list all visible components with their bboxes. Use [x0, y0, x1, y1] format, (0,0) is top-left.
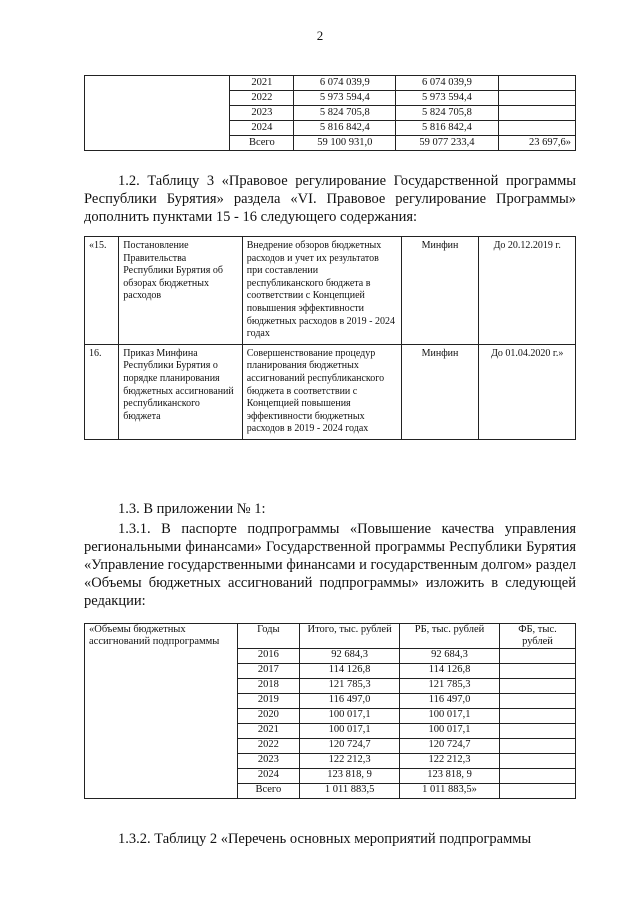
rb-cell: 100 017,1 [400, 709, 500, 724]
description-cell: Совершенствование процедур планирования бюджетных ассигнований республиканского бюджета в соответствии с Концепцией повышения эффективности бюджетных расходов в 2019 - 2024 годах [242, 344, 401, 439]
fb-cell [500, 769, 576, 784]
value-cell: 23 697,6» [498, 136, 575, 151]
year-cell: 2024 [237, 769, 300, 784]
fb-cell [500, 694, 576, 709]
table-row [85, 344, 576, 439]
total-cell: 123 818, 9 [300, 769, 400, 784]
paragraph-1-3 [84, 500, 576, 518]
paragraph-1-2 [84, 172, 576, 226]
value-cell: 5 824 705,8 [294, 106, 396, 121]
fb-cell [500, 679, 576, 694]
deadline-cell: До 01.04.2020 г.» [479, 344, 576, 439]
rb-cell: 114 126,8 [400, 664, 500, 679]
year-cell: 2020 [237, 709, 300, 724]
table-row [85, 76, 576, 91]
year-cell: Всего [230, 136, 294, 151]
header-fb: ФБ, тыс. рублей [500, 624, 576, 649]
value-cell [498, 106, 575, 121]
paragraph-1-3-text: 1.3. В приложении № 1: [118, 501, 266, 517]
year-cell: 2018 [237, 679, 300, 694]
paragraph-1-2-text: 1.2. Таблицу 3 «Правовое регулирование Государственной программы Республики Бурятия» раздела «VI. Правовое регулирование Программы» дополнить пунктами 15 - 16 следующего содержания: [84, 173, 576, 225]
value-cell: 5 973 594,4 [396, 91, 498, 106]
fb-cell [500, 724, 576, 739]
year-cell: 2021 [230, 76, 294, 91]
total-cell: 121 785,3 [300, 679, 400, 694]
rb-cell: 92 684,3 [400, 649, 500, 664]
value-cell: 5 816 842,4 [294, 121, 396, 136]
responsible-cell: Минфин [401, 344, 479, 439]
total-cell: 1 011 883,5 [300, 784, 400, 799]
total-cell: 122 212,3 [300, 754, 400, 769]
legal-regulation-table [84, 236, 576, 440]
budget-continuation-table [84, 75, 576, 151]
table1-label-cell [85, 76, 230, 151]
subprogram-budget-table [84, 623, 576, 799]
value-cell: 5 824 705,8 [396, 106, 498, 121]
value-cell: 5 973 594,4 [294, 91, 396, 106]
rb-cell: 116 497,0 [400, 694, 500, 709]
value-cell [498, 91, 575, 106]
total-cell: 100 017,1 [300, 724, 400, 739]
table3-label-cell: «Объемы бюджетных ассигнований подпрограммы [85, 624, 238, 799]
fb-cell [500, 649, 576, 664]
value-cell [498, 76, 575, 91]
value-cell: 6 074 039,9 [294, 76, 396, 91]
year-cell: 2022 [237, 739, 300, 754]
total-cell: 114 126,8 [300, 664, 400, 679]
year-cell: 2016 [237, 649, 300, 664]
year-cell: 2022 [230, 91, 294, 106]
document-cell: Постановление Правительства Республики Бурятия об обзорах бюджетных расходов [119, 237, 243, 345]
deadline-cell: До 20.12.2019 г. [479, 237, 576, 345]
fb-cell [500, 754, 576, 769]
rb-cell: 121 785,3 [400, 679, 500, 694]
item-number-cell: «15. [85, 237, 119, 345]
paragraph-1-3-2-text: 1.3.2. Таблицу 2 «Перечень основных мероприятий подпрограммы [118, 831, 532, 847]
year-cell: 2023 [230, 106, 294, 121]
item-number-cell: 16. [85, 344, 119, 439]
value-cell: 5 816 842,4 [396, 121, 498, 136]
paragraph-1-3-2 [84, 830, 576, 848]
year-cell: 2024 [230, 121, 294, 136]
total-cell: 92 684,3 [300, 649, 400, 664]
table-header-row [85, 624, 576, 649]
paragraph-1-3-1-text: 1.3.1. В паспорте подпрограммы «Повышение качества управления региональными финансами» Государственной программы Республики Бурятия «Управление государственными финансами и государственным долгом» раздел «Объемы бюджетных ассигнований подпрограммы» изложить в следующей редакции: [84, 521, 576, 609]
value-cell: 59 100 931,0 [294, 136, 396, 151]
table-row [85, 237, 576, 345]
paragraph-1-3-1 [84, 520, 576, 610]
year-cell: 2017 [237, 664, 300, 679]
fb-cell [500, 784, 576, 799]
total-cell: 120 724,7 [300, 739, 400, 754]
rb-cell: 122 212,3 [400, 754, 500, 769]
value-cell: 6 074 039,9 [396, 76, 498, 91]
year-cell: 2021 [237, 724, 300, 739]
year-cell: 2019 [237, 694, 300, 709]
rb-cell: 123 818, 9 [400, 769, 500, 784]
year-cell: Всего [237, 784, 300, 799]
rb-cell: 120 724,7 [400, 739, 500, 754]
description-cell: Внедрение обзоров бюджетных расходов и учет их результатов при составлении республиканского бюджета в соответствии с Концепцией повышения эффективности бюджетных расходов в 2019 - 2024 годах [242, 237, 401, 345]
page-number: 2 [316, 28, 324, 43]
rb-cell: 1 011 883,5» [400, 784, 500, 799]
total-cell: 100 017,1 [300, 709, 400, 724]
header-years: Годы [237, 624, 300, 649]
document-cell: Приказ Минфина Республики Бурятия о порядке планирования бюджетных ассигнований республиканского бюджета [119, 344, 243, 439]
fb-cell [500, 664, 576, 679]
responsible-cell: Минфин [401, 237, 479, 345]
fb-cell [500, 739, 576, 754]
total-cell: 116 497,0 [300, 694, 400, 709]
fb-cell [500, 709, 576, 724]
rb-cell: 100 017,1 [400, 724, 500, 739]
header-rb: РБ, тыс. рублей [400, 624, 500, 649]
header-total: Итого, тыс. рублей [300, 624, 400, 649]
value-cell [498, 121, 575, 136]
year-cell: 2023 [237, 754, 300, 769]
value-cell: 59 077 233,4 [396, 136, 498, 151]
